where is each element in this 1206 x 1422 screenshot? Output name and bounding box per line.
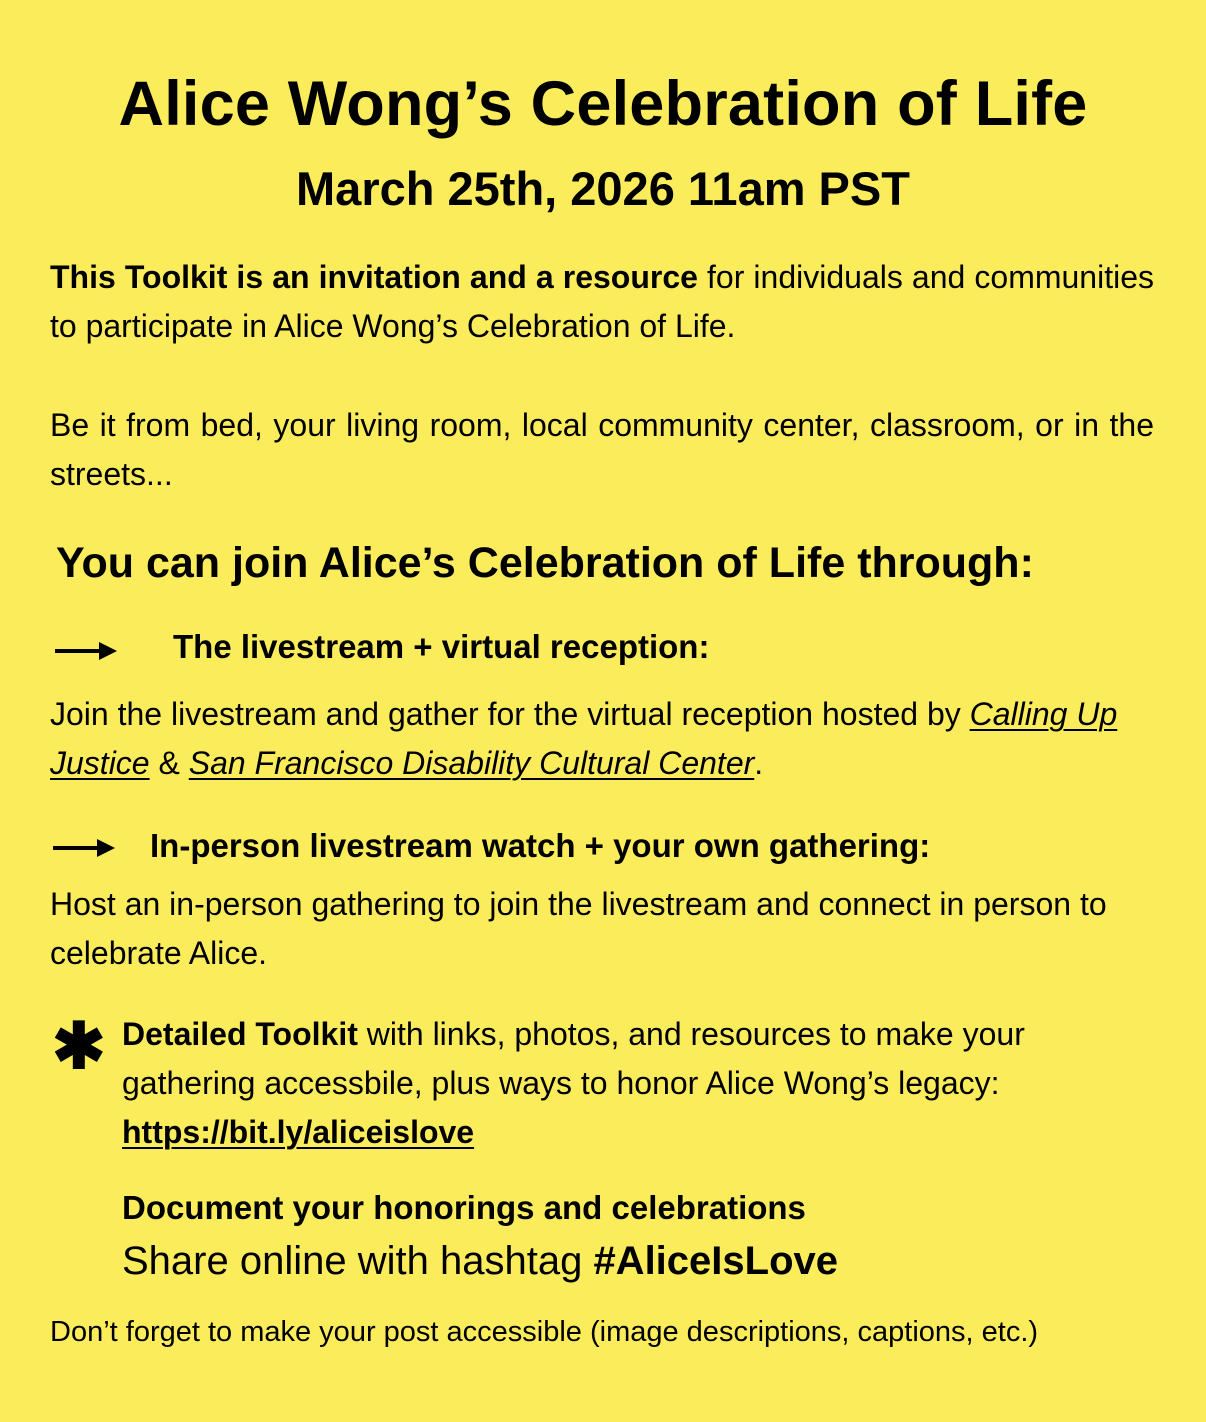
arrow-right-icon (55, 639, 117, 663)
footer-note: Don’t forget to make your post accessible (image descriptions, captions, etc.) (50, 1316, 1039, 1348)
arrow-right-icon (53, 836, 115, 860)
document-heading: Document your honorings and celebrations (122, 1189, 806, 1226)
intro-text: for individuals and communities to participate in Alice Wong’s Celebration of Life. (50, 259, 1155, 344)
asterisk-icon: ✱ (52, 1010, 106, 1082)
page-title: Alice Wong’s Celebration of Life (118, 69, 1088, 139)
calling-up-justice-link[interactable]: Calling Up Justice (50, 696, 1118, 781)
join-heading: You can join Alice’s Celebration of Life through: (56, 539, 1034, 587)
share-line (122, 1235, 838, 1287)
places-paragraph: Be it from bed, your living room, local community center, classroom, or in the streets... (50, 407, 1154, 492)
toolkit-link[interactable]: https://bit.ly/aliceislove (122, 1114, 475, 1150)
option-livestream-title: The livestream + virtual reception: (173, 628, 710, 665)
toolkit-paragraph (122, 1010, 1152, 1157)
option-livestream-text: Join the livestream and gather for the virtual reception hosted by Calling Up Justice & San Francisco Disability Cultural Center. (50, 696, 1118, 781)
option-in-person-text: Host an in-person gathering to join the livestream and connect in person to celebrate Alice. (50, 886, 1107, 971)
toolkit-text: with links, photos, and resources to make your gathering accessbile, plus ways to honor Alice Wong’s legacy: (122, 1016, 1025, 1101)
toolkit-bold-lead: Detailed Toolkit (122, 1016, 358, 1052)
share-text: Share online with hashtag (122, 1239, 594, 1283)
hashtag: #AliceIsLove (593, 1239, 839, 1283)
intro-bold-lead: This Toolkit is an invitation and a resource (50, 259, 698, 295)
intro-paragraph (50, 253, 1154, 351)
option-in-person-title: In-person livestream watch + your own gathering: (150, 827, 931, 864)
event-date: March 25th, 2026 11am PST (296, 162, 910, 215)
sfdcc-link[interactable]: San Francisco Disability Cultural Center (188, 745, 755, 781)
